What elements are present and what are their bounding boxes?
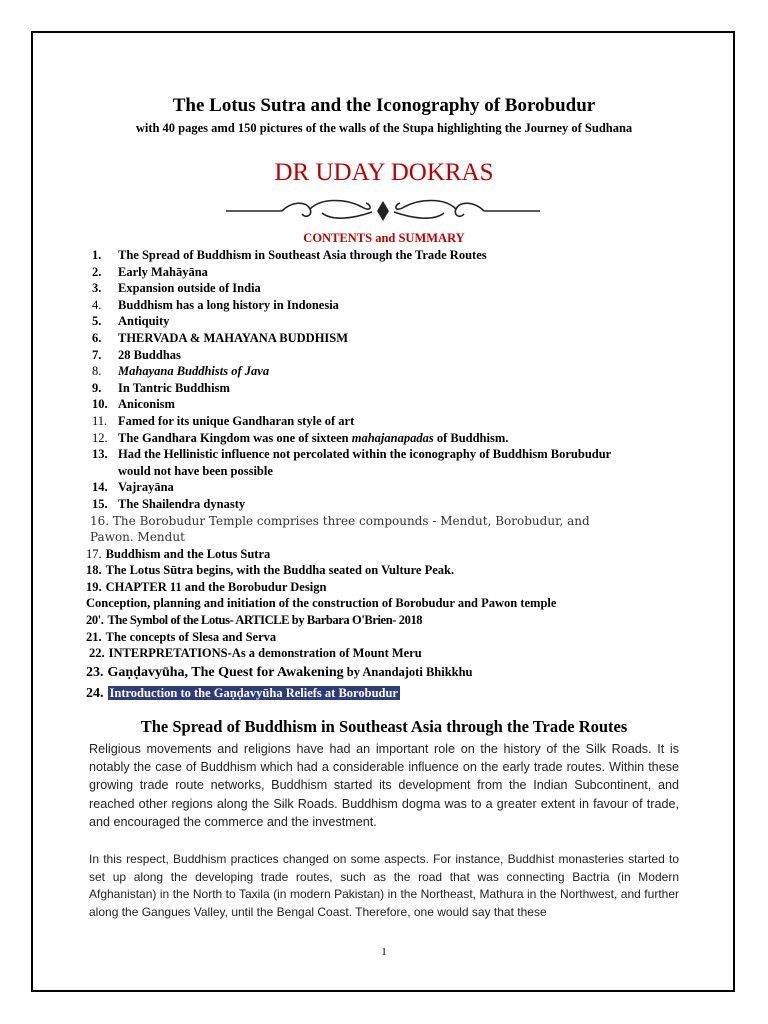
toc-item: [92, 380, 692, 397]
toc-item: [86, 562, 692, 579]
body-paragraph: In this respect, Buddhism practices changed on some aspects. For instance, Buddhist monasteries started to set up along the developing trade routes, such as the road that was connecting Bactria (in Modern Afghanistan) in the North to Taxila (in modern Pakistan) in the Northeast, Mathura in the Northwest, and further along the Gangues Valley, until the Bengal Coast. Therefore, one would say that these: [89, 852, 679, 919]
toc-number: 8.: [92, 364, 102, 379]
section-heading: The Spread of Buddhism in Southeast Asia through the Trade Routes: [140, 717, 628, 736]
toc-number: 14.: [92, 480, 108, 495]
toc-item: [86, 662, 692, 683]
toc-number: 22.: [89, 646, 105, 661]
toc-number: 4.: [92, 297, 102, 312]
toc-item: [92, 413, 692, 430]
toc-item: [86, 629, 692, 646]
toc-text-author: by Anandajoti Bhikkhu: [343, 664, 473, 679]
toc-text: Expansion outside of India: [118, 281, 261, 296]
toc-text: Had the Hellinistic influence not percolated within the iconography of Buddhism Borubudur: [118, 447, 612, 462]
toc-number: 16.: [90, 513, 110, 528]
toc-text-selected[interactable]: Introduction to the Gaṇḍavyūha Reliefs at Borobudur: [109, 685, 398, 700]
toc-text: The concepts of Slesa and Serva: [105, 629, 277, 644]
toc-item: [92, 330, 692, 347]
flourish-divider-icon: [222, 195, 544, 225]
toc-number: 17.: [86, 546, 102, 561]
toc-text: The Symbol of the Lotus- ARTICLE by Barbara O'Brien- 2018: [107, 613, 423, 628]
toc-text: The Gandhara Kingdom was one of sixteen: [118, 430, 352, 445]
toc-text: Famed for its unique Gandharan style of art: [118, 413, 355, 428]
toc-number: 10.: [92, 397, 108, 412]
toc-item: [92, 446, 692, 479]
toc-item: [92, 264, 692, 281]
toc-number: 24.: [86, 685, 104, 701]
document-subtitle: with 40 pages amd 150 pictures of the walls of the Stupa highlighting the Journey of Sudhana: [135, 121, 633, 135]
toc-text-italic: mahajanapadas: [351, 430, 434, 445]
toc-item: [89, 645, 692, 662]
toc-number: 2.: [92, 264, 102, 279]
toc-number: 1.: [92, 248, 102, 262]
toc-item: [86, 546, 692, 563]
toc-text: Buddhism and the Lotus Sutra: [105, 546, 271, 561]
toc-text: 28 Buddhas: [118, 347, 181, 362]
toc-number: 12.: [92, 430, 108, 445]
toc-text-continued: would not have been possible: [118, 463, 273, 478]
page-number: 1: [381, 946, 387, 958]
toc-text: Vajrayāna: [118, 480, 174, 495]
toc-number: 23.: [86, 664, 104, 680]
toc-number: 3.: [92, 281, 102, 296]
author-name: DR UDAY DOKRAS: [274, 159, 494, 186]
contents-heading: CONTENTS and SUMMARY: [303, 231, 465, 245]
toc-item: [92, 347, 692, 364]
toc-text: THERVADA & MAHAYANA BUDDHISM: [118, 330, 349, 345]
toc-number: 5.: [92, 314, 102, 329]
toc-text: INTERPRETATIONS-As a demonstration of Mount Meru: [108, 646, 422, 661]
toc-item: [86, 612, 692, 629]
toc-item: [86, 595, 692, 612]
toc-text: CHAPTER 11 and the Borobudur Design: [105, 579, 327, 594]
toc-item: [92, 280, 692, 297]
toc-item: [92, 479, 692, 496]
toc-text: Conception, planning and initiation of the construction of Borobudur and Pawon temple: [86, 596, 557, 611]
toc-number: 20'.: [86, 613, 104, 628]
toc-item: [92, 396, 692, 413]
toc-text: of Buddhism.: [433, 430, 509, 445]
toc-text: Buddhism has a long history in Indonesia: [118, 297, 339, 312]
toc-number: 18.: [86, 563, 102, 578]
toc-item: [92, 430, 692, 447]
toc-number: 9.: [92, 380, 102, 395]
toc-text-continued: Pawon. Mendut: [90, 530, 185, 545]
toc-text: In Tantric Buddhism: [118, 380, 230, 395]
toc-number: 11.: [92, 413, 108, 428]
toc-number: 6.: [92, 330, 102, 345]
toc-item: [92, 313, 692, 330]
toc-number: 7.: [92, 347, 102, 362]
toc-number: 19.: [86, 579, 102, 594]
toc-text: Mahayana Buddhists of Java: [118, 364, 270, 379]
toc-item: [90, 513, 692, 546]
toc-item: [92, 297, 692, 314]
toc-text: Early Mahāyāna: [118, 264, 208, 279]
toc-text: The Spread of Buddhism in Southeast Asia through the Trade Routes: [118, 248, 487, 262]
toc-text: Gaṇḍavyūha, The Quest for Awakening: [107, 664, 344, 680]
toc-item: [92, 247, 692, 264]
toc-text: The Lotus Sūtra begins, with the Buddha seated on Vulture Peak.: [105, 563, 455, 578]
toc-number: 13.: [92, 447, 108, 462]
toc-item: [86, 579, 692, 596]
toc-item: [92, 363, 692, 380]
document-title: The Lotus Sutra and the Iconography of Borobudur: [172, 95, 596, 116]
toc-item: [86, 683, 692, 704]
toc-text: Aniconism: [118, 397, 175, 412]
toc-text: Antiquity: [118, 314, 170, 329]
table-of-contents: [86, 247, 692, 704]
toc-number: 21.: [86, 629, 102, 644]
body-paragraph: Religious movements and religions have had an important role on the history of the Silk Roads. It is notably the case of Buddhism which had a considerable influence on the early trade routes. Within these growing trade route networks, Buddhism started its development from the Indian Subcontinent, and reached other regions along the Silk Roads. Buddhism dogma was to a greater extent in favour of trade, and encouraged the commerce and the investment.: [89, 742, 679, 829]
toc-number: 15.: [92, 496, 108, 511]
toc-item: [92, 496, 692, 513]
toc-text: The Borobudur Temple comprises three compounds - Mendut, Borobudur, and: [112, 513, 590, 528]
toc-text: The Shailendra dynasty: [118, 496, 246, 511]
